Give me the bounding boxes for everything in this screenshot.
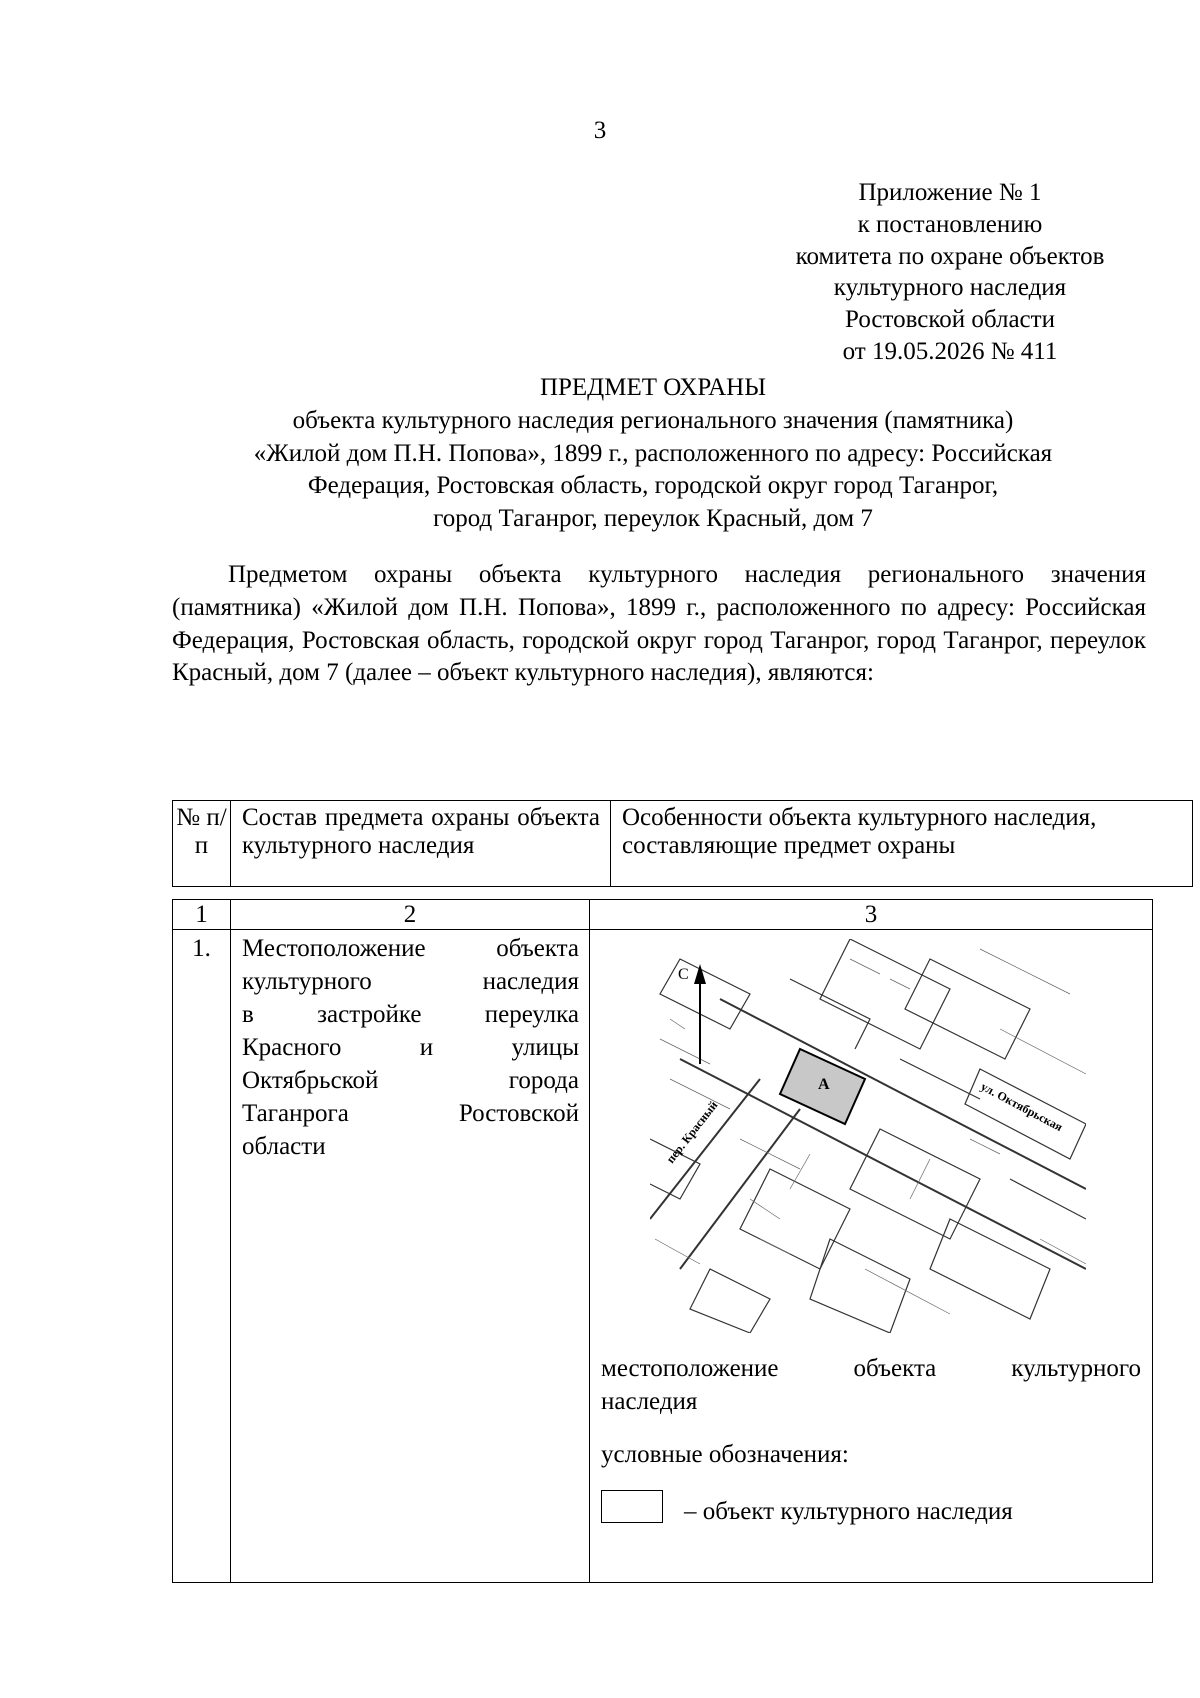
column-number: 1	[173, 900, 231, 930]
appendix-header	[740, 177, 1160, 368]
composition-line: области	[242, 1133, 326, 1160]
map-caption-line: местоположение объекта культурного	[601, 1355, 1141, 1382]
row-number: 1.	[173, 930, 231, 1583]
map-caption-line: наследия	[601, 1388, 698, 1415]
legend-swatch	[601, 1490, 663, 1523]
composition-cell	[231, 930, 590, 1583]
title-line: объекта культурного наследия регионального значения (памятника)	[292, 406, 1014, 434]
intro-paragraph: Предметом охраны объекта культурного наследия регионального значения (памятника) «Жилой дом П.Н. Попова», 1899 г., расположенного по адресу: Российская Федерация, Ростовская область, городской округ город Таганрог, город Таганрог, переулок Красный, дом 7 (далее – объект культурного наследия), являются:	[172, 561, 1146, 687]
appendix-line: комитета по охране объектов	[795, 242, 1105, 270]
location-map	[650, 939, 1086, 1333]
title-main: ПРЕДМЕТ ОХРАНЫ	[539, 374, 767, 401]
header-features: Особенности объекта культурного наследия, составляющие предмет охраны	[611, 801, 1193, 887]
header-number: № п/п	[173, 801, 231, 887]
composition-line: Местоположение объекта	[242, 935, 579, 962]
map-street-label: ул. Октябрьская	[978, 1079, 1066, 1135]
features-cell	[590, 930, 1153, 1583]
title-line: «Жилой дом П.Н. Попова», 1899 г., расположенного по адресу: Российская	[253, 439, 1053, 467]
title-line: город Таганрог, переулок Красный, дом 7	[433, 505, 873, 533]
composition-line: культурного наследия	[242, 968, 579, 995]
table-header	[172, 800, 1193, 887]
appendix-line: от 19.05.2026 № 411	[842, 337, 1058, 365]
appendix-line: к постановлению	[857, 210, 1043, 238]
column-number: 3	[590, 900, 1153, 930]
header-composition: Состав предмета охраны объекта культурного наследия	[231, 801, 611, 887]
composition-line: Таганрога Ростовской	[242, 1100, 579, 1127]
composition-line: в застройке переулка	[242, 1001, 579, 1028]
title-line: Федерация, Ростовская область, городской округ город Таганрог,	[307, 472, 999, 500]
appendix-line: культурного наследия	[833, 274, 1067, 302]
legend-title: условные обозначения:	[601, 1441, 849, 1468]
table-body	[172, 899, 1153, 1583]
appendix-line: Приложение № 1	[858, 179, 1042, 206]
composition-line: Красного и улицы	[242, 1034, 579, 1061]
composition-line: Октябрьской города	[242, 1067, 579, 1094]
map-caption	[601, 1352, 1141, 1418]
map-street-label: пер. Красный	[663, 1098, 721, 1166]
legend-item: – объект культурного наследия	[684, 1498, 1013, 1525]
column-number: 2	[231, 900, 590, 930]
map-object-label: А	[818, 1076, 830, 1093]
appendix-line: Ростовской области	[845, 306, 1055, 334]
map-north-label: С	[678, 966, 689, 983]
document-title	[160, 372, 1146, 536]
page-number: 3	[593, 117, 607, 144]
